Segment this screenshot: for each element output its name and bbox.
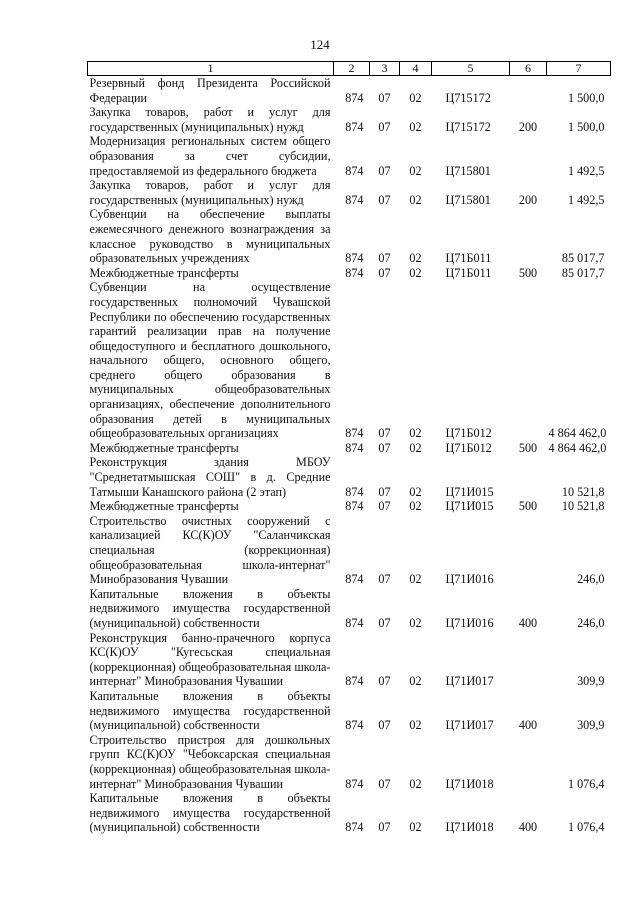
row-subsection-code: 02 [409,820,422,835]
row-subsection-code: 02 [409,499,422,514]
table-row [88,631,611,689]
column-header-1: 1 [88,62,334,76]
column-header-5: 5 [432,62,510,76]
row-amount: 1 076,4 [567,776,605,791]
row-expense-type-code: 500 [518,499,538,514]
row-subsection-code: 02 [409,265,422,280]
row-ministry-code: 874 [345,572,364,587]
table-header-row [88,62,611,76]
row-target-code: Ц71И016 [445,615,494,630]
row-ministry-code: 874 [345,615,364,630]
row-name: Закупка товаров, работ и услуг для государственных (муниципальных) нужд [89,178,331,207]
row-section-code: 07 [378,426,391,441]
row-name: Капитальные вложения в объекты недвижимого имущества государственной (муниципальной) собственности [89,586,331,630]
table-row [88,76,611,106]
row-amount: 4 864 462,0 [548,426,607,441]
row-ministry-code: 874 [345,265,364,280]
row-section-code: 07 [378,192,391,207]
row-subsection-code: 02 [409,572,422,587]
row-name: Резервный фонд Президента Российской Федерации [89,76,331,105]
row-amount: 1 076,4 [567,820,605,835]
row-target-code: Ц715172 [445,90,491,105]
table-row [88,791,611,835]
row-name: Строительство пристроя для дошкольных групп КС(К)ОУ "Чебоксарская специальная (коррекционная) общеобразовательная школа-интернат" Минобразования Чувашии [89,732,331,791]
row-expense-type-code [510,76,547,106]
row-amount: 1 500,0 [567,119,605,134]
row-section-code: 07 [378,163,391,178]
row-expense-type-code [510,733,547,791]
table-row [88,587,611,631]
row-amount: 4 864 462,0 [548,440,607,455]
row-section-code: 07 [378,718,391,733]
row-name: Закупка товаров, работ и услуг для государственных (муниципальных) нужд [89,105,331,134]
row-expense-type-code: 400 [518,820,538,835]
row-target-code: Ц71Б011 [445,265,492,280]
table-row [88,178,611,207]
column-header-2: 2 [334,62,370,76]
row-subsection-code: 02 [409,484,422,499]
row-subsection-code: 02 [409,119,422,134]
row-section-code: 07 [378,265,391,280]
row-target-code: Ц71И017 [445,718,494,733]
row-section-code: 07 [378,440,391,455]
row-expense-type-code: 200 [518,192,538,207]
row-target-code: Ц71И015 [445,484,494,499]
row-section-code: 07 [378,119,391,134]
row-amount: 1 500,0 [567,90,605,105]
row-target-code: Ц71Б011 [445,251,492,266]
row-name: Межбюджетные трансферты [89,499,239,514]
row-expense-type-code: 500 [518,440,538,455]
row-ministry-code: 874 [345,718,364,733]
row-ministry-code: 874 [345,499,364,514]
row-ministry-code: 874 [345,163,364,178]
row-ministry-code: 874 [345,90,364,105]
row-target-code: Ц71И018 [445,820,494,835]
row-section-code: 07 [378,90,391,105]
row-ministry-code: 874 [345,484,364,499]
row-name: Капитальные вложения в объекты недвижимого имущества государственной (муниципальной) собственности [89,688,331,733]
row-name: Субвенции на осуществление государственных полномочий Чувашской Республики по обеспечению государственных гарантий реализации прав на получение общедоступного и бесплатного дошкольного, начального общего, основного общего, среднего общего образования в муниципальных общеобразовательных организациях, обеспечение дополнительного образования детей в муниципальных общеобразовательных организациях [89,280,331,441]
row-subsection-code: 02 [409,163,422,178]
row-subsection-code: 02 [409,776,422,791]
row-name: Строительство очистных сооружений с канализацией КС(К)ОУ "Саланчикская специальная (коррекционная) общеобразовательная школа-интернат" Минобразования Чувашии [89,513,331,587]
row-section-code: 07 [378,572,391,587]
row-ministry-code: 874 [345,440,364,455]
row-name: Межбюджетные трансферты [89,265,239,280]
row-subsection-code: 02 [409,90,422,105]
row-amount: 246,0 [577,615,605,630]
row-ministry-code: 874 [345,192,364,207]
row-target-code: Ц71И017 [445,674,494,689]
row-expense-type-code: 200 [518,119,538,134]
row-section-code: 07 [378,820,391,835]
row-amount: 309,9 [577,718,605,733]
row-amount: 10 521,8 [561,499,605,514]
table-row [88,733,611,791]
table-row [88,280,611,441]
table-row [88,499,611,514]
row-target-code: Ц71И015 [445,499,494,514]
row-target-code: Ц71Б012 [445,426,492,441]
row-expense-type-code: 400 [518,718,538,733]
row-section-code: 07 [378,251,391,266]
budget-table [87,61,611,835]
row-expense-type-code [510,134,547,178]
row-expense-type-code [510,280,547,441]
row-target-code: Ц715172 [445,119,491,134]
row-ministry-code: 874 [345,776,364,791]
column-header-4: 4 [400,62,432,76]
row-target-code: Ц715801 [445,163,491,178]
table-row [88,207,611,265]
row-subsection-code: 02 [409,615,422,630]
row-amount: 85 017,7 [561,251,605,266]
row-ministry-code: 874 [345,251,364,266]
row-amount: 309,9 [577,674,605,689]
table-row [88,441,611,456]
row-expense-type-code [510,631,547,689]
row-amount: 10 521,8 [561,484,605,499]
column-header-7: 7 [547,62,611,76]
table-row [88,455,611,499]
table-row [88,105,611,134]
row-ministry-code: 874 [345,119,364,134]
row-name: Модернизация региональных систем общего образования за счет субсидии, предоставляемой из федерального бюджета [89,134,331,178]
row-amount: 1 492,5 [567,163,605,178]
row-name: Субвенции на обеспечение выплаты ежемесячного денежного вознаграждения за классное руководство в муниципальных образовательных учреждениях [89,207,331,266]
row-target-code: Ц71И018 [445,776,494,791]
row-name: Межбюджетные трансферты [89,440,239,455]
row-expense-type-code [510,455,547,499]
row-amount: 1 492,5 [567,192,605,207]
row-section-code: 07 [378,674,391,689]
row-subsection-code: 02 [409,192,422,207]
row-name: Реконструкция банно-прачечного корпуса КС(К)ОУ "Кугесьская специальная (коррекционная) общеобразовательная школа-интернат" Минобразования Чувашии [89,630,331,689]
row-target-code: Ц71И016 [445,572,494,587]
row-amount: 85 017,7 [561,265,605,280]
row-expense-type-code: 500 [518,265,538,280]
row-subsection-code: 02 [409,718,422,733]
table-body [88,76,611,835]
row-name: Реконструкция здания МБОУ "Среднетатмышская СОШ" в д. Средние Татмыши Канашского района (2 этап) [89,455,331,499]
table-row [88,689,611,733]
row-subsection-code: 02 [409,251,422,266]
row-target-code: Ц715801 [445,192,491,207]
row-expense-type-code [510,514,547,587]
row-ministry-code: 874 [345,426,364,441]
row-target-code: Ц71Б012 [445,440,492,455]
row-subsection-code: 02 [409,674,422,689]
table-row [88,266,611,281]
page-number: 124 [310,37,330,52]
row-subsection-code: 02 [409,440,422,455]
row-amount: 246,0 [577,572,605,587]
row-name: Капитальные вложения в объекты недвижимого имущества государственной (муниципальной) собственности [89,791,331,835]
table-row [88,134,611,178]
row-section-code: 07 [378,615,391,630]
row-subsection-code: 02 [409,426,422,441]
row-expense-type-code: 400 [518,615,538,630]
column-header-3: 3 [370,62,400,76]
row-section-code: 07 [378,776,391,791]
row-section-code: 07 [378,484,391,499]
row-expense-type-code [510,207,547,265]
table-row [88,514,611,587]
row-ministry-code: 874 [345,820,364,835]
row-ministry-code: 874 [345,674,364,689]
row-section-code: 07 [378,499,391,514]
column-header-6: 6 [510,62,547,76]
